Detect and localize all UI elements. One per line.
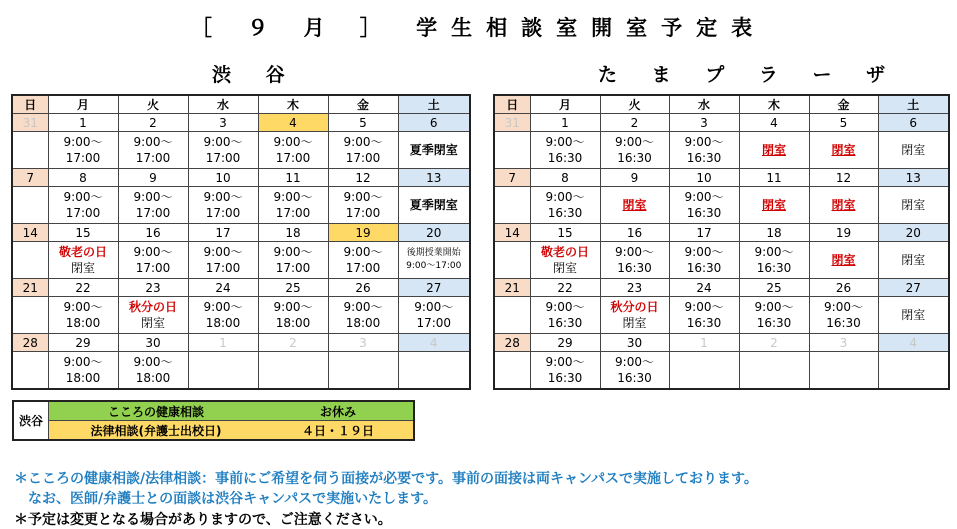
schedule-cell	[878, 297, 949, 334]
weekday-header: 水	[188, 95, 258, 114]
date-cell: 3	[809, 334, 878, 352]
schedule-cell	[188, 352, 258, 390]
schedule-cell	[530, 352, 600, 390]
date-cell: 27	[878, 279, 949, 297]
schedule-cell	[328, 132, 398, 169]
schedule-cell	[258, 352, 328, 390]
date-cell: 14	[494, 224, 530, 242]
schedule-text: 9:00～	[545, 190, 585, 204]
schedule-text: 9:00～	[545, 135, 585, 149]
date-cell: 3	[188, 114, 258, 132]
schedule-cell	[494, 242, 530, 279]
date-cell: 24	[188, 279, 258, 297]
date-cell: 15	[48, 224, 118, 242]
schedule-cell	[48, 352, 118, 390]
schedule-cell	[530, 242, 600, 279]
schedule-cell	[494, 297, 530, 334]
date-cell: 21	[12, 279, 48, 297]
closed-label: 閉室	[70, 261, 95, 275]
schedule-text: 9:00～	[615, 135, 654, 149]
date-cell: 17	[669, 224, 739, 242]
holiday-name: 秋分の日	[128, 300, 177, 314]
schedule-text: 18:00	[345, 316, 381, 330]
date-cell: 31	[12, 114, 48, 132]
date-cell: 2	[600, 114, 669, 132]
schedule-text: 閉室	[831, 198, 856, 212]
weekday-header: 月	[48, 95, 118, 114]
schedule-text: 16:30	[547, 206, 583, 220]
schedule-cell	[118, 352, 188, 390]
date-cell: 13	[878, 169, 949, 187]
schedule-cell	[48, 242, 118, 279]
schedule-cell	[188, 242, 258, 279]
date-cell: 25	[258, 279, 328, 297]
schedule-text: 16:30	[547, 371, 583, 385]
schedule-text: 9:00～	[684, 135, 724, 149]
date-cell: 19	[328, 224, 398, 242]
schedule-cell	[494, 352, 530, 390]
date-cell: 5	[328, 114, 398, 132]
campus-title-shibuya: 渋 谷	[212, 64, 299, 86]
legend-mental-health-name: こころの健康相談	[107, 404, 204, 419]
date-cell: 17	[188, 224, 258, 242]
schedule-text: 閉室	[901, 143, 926, 157]
date-cell: 3	[328, 334, 398, 352]
schedule-text: 18:00	[135, 371, 171, 385]
schedule-cell	[12, 187, 48, 224]
schedule-text: 9:00～	[824, 300, 863, 314]
date-cell: 29	[530, 334, 600, 352]
schedule-cell	[12, 242, 48, 279]
schedule-cell	[809, 242, 878, 279]
date-cell: 4	[258, 114, 328, 132]
schedule-cell	[739, 187, 809, 224]
schedule-cell	[48, 297, 118, 334]
schedule-cell	[600, 187, 669, 224]
schedule-text: 閉室	[901, 308, 926, 322]
schedule-cell	[258, 132, 328, 169]
schedule-cell	[739, 132, 809, 169]
schedule-text: 17:00	[135, 261, 171, 275]
weekday-header: 木	[739, 95, 809, 114]
date-cell: 20	[398, 224, 470, 242]
schedule-cell	[530, 132, 600, 169]
schedule-cell	[530, 187, 600, 224]
schedule-text: 16:30	[547, 316, 583, 330]
date-cell: 7	[12, 169, 48, 187]
schedule-text: 17:00	[345, 261, 381, 275]
schedule-text: 9:00～	[343, 300, 383, 314]
date-cell: 28	[12, 334, 48, 352]
date-cell: 4	[398, 334, 470, 352]
date-cell: 27	[398, 279, 470, 297]
schedule-text: 16:30	[617, 151, 652, 165]
schedule-text: 18:00	[65, 316, 101, 330]
schedule-text: 9:00～	[414, 300, 454, 314]
schedule-text: 夏季閉室	[409, 143, 458, 157]
schedule-cell	[328, 187, 398, 224]
schedule-cell	[739, 352, 809, 390]
schedule-cell	[258, 297, 328, 334]
schedule-cell	[494, 132, 530, 169]
schedule-cell	[12, 132, 48, 169]
schedule-text: 9:00～	[203, 245, 243, 259]
schedule-text: 9:00～	[133, 135, 173, 149]
schedule-cell	[600, 132, 669, 169]
date-cell: 23	[600, 279, 669, 297]
schedule-text: 17:00	[345, 151, 381, 165]
schedule-text: 16:30	[617, 261, 652, 275]
weekday-header: 土	[878, 95, 949, 114]
schedule-cell	[118, 242, 188, 279]
date-cell: 1	[530, 114, 600, 132]
date-cell: 16	[118, 224, 188, 242]
schedule-text: 9:00～	[684, 190, 724, 204]
date-cell: 3	[669, 114, 739, 132]
date-cell: 10	[669, 169, 739, 187]
schedule-text: 9:00～	[545, 300, 585, 314]
schedule-text: 9:00～	[273, 190, 313, 204]
schedule-text: 9:00～	[343, 190, 383, 204]
schedule-text: 9:00～	[754, 300, 794, 314]
schedule-cell	[669, 352, 739, 390]
weekday-header: 日	[12, 95, 48, 114]
date-cell: 26	[328, 279, 398, 297]
date-cell: 11	[739, 169, 809, 187]
closed-label: 閉室	[552, 261, 577, 275]
schedule-cell	[48, 132, 118, 169]
schedule-text: 9:00～	[203, 135, 243, 149]
schedule-text: 16:30	[826, 316, 861, 330]
schedule-text: 18:00	[65, 371, 101, 385]
schedule-cell	[188, 187, 258, 224]
date-cell: 14	[12, 224, 48, 242]
schedule-cell	[398, 242, 470, 279]
date-cell: 15	[530, 224, 600, 242]
closed-label: 閉室	[622, 316, 647, 330]
campus-title-tamaplaza: た ま プ ラ ー ザ	[598, 64, 900, 86]
date-cell: 21	[494, 279, 530, 297]
calendar-tamaplaza	[493, 94, 950, 390]
date-cell: 22	[48, 279, 118, 297]
date-cell: 7	[494, 169, 530, 187]
date-cell: 11	[258, 169, 328, 187]
calendar-shibuya	[11, 94, 471, 390]
weekday-header: 火	[600, 95, 669, 114]
holiday-name: 敬老の日	[58, 245, 107, 259]
date-cell: 1	[48, 114, 118, 132]
schedule-cell	[118, 297, 188, 334]
schedule-text: 閉室	[901, 253, 926, 267]
date-cell: 8	[48, 169, 118, 187]
date-cell: 24	[669, 279, 739, 297]
schedule-text: 17:00	[135, 151, 171, 165]
schedule-cell	[118, 187, 188, 224]
schedule-text: 16:30	[756, 316, 792, 330]
schedule-text: 夏季閉室	[409, 198, 458, 212]
date-cell: 9	[600, 169, 669, 187]
schedule-text: 17:00	[275, 151, 311, 165]
date-cell: 29	[48, 334, 118, 352]
schedule-text: 9:00～	[63, 355, 103, 369]
schedule-cell	[669, 297, 739, 334]
schedule-cell	[118, 132, 188, 169]
schedule-text: 9:00～	[754, 245, 794, 259]
schedule-text: 9:00～	[203, 300, 243, 314]
page-title: ［ ９ 月 ］ 学生相談室開室予定表	[190, 16, 767, 40]
schedule-cell	[809, 187, 878, 224]
schedule-cell	[878, 352, 949, 390]
date-cell: 16	[600, 224, 669, 242]
holiday-name: 敬老の日	[540, 245, 589, 259]
note-schedule-change: ＊予定は変更となる場合がありますので、ご注意ください。	[14, 512, 392, 528]
legend-legal-name: 法律相談(弁護士出校日)	[90, 423, 222, 438]
schedule-text: 16:30	[756, 261, 792, 275]
legend-row-legal	[49, 421, 415, 441]
schedule-cell	[739, 242, 809, 279]
schedule-cell	[809, 297, 878, 334]
schedule-cell	[48, 187, 118, 224]
schedule-text: 17:00	[345, 206, 381, 220]
date-cell: 22	[530, 279, 600, 297]
schedule-cell	[328, 352, 398, 390]
date-cell: 20	[878, 224, 949, 242]
schedule-cell	[188, 132, 258, 169]
schedule-text: 17:00	[135, 206, 171, 220]
schedule-cell	[12, 297, 48, 334]
schedule-text: 16:30	[686, 316, 722, 330]
legend-legal-value: ４日・１９日	[301, 423, 374, 438]
schedule-cell	[12, 352, 48, 390]
weekday-header: 金	[809, 95, 878, 114]
schedule-text: 9:00～	[63, 190, 103, 204]
schedule-text: 9:00～	[273, 300, 313, 314]
schedule-cell	[258, 187, 328, 224]
closed-label: 閉室	[140, 316, 165, 330]
date-cell: 1	[188, 334, 258, 352]
date-cell: 23	[118, 279, 188, 297]
date-cell: 31	[494, 114, 530, 132]
schedule-text: 9:00～	[273, 135, 313, 149]
schedule-text: 9:00～	[133, 190, 173, 204]
schedule-cell	[188, 297, 258, 334]
date-cell: 19	[809, 224, 878, 242]
schedule-text: 9:00～	[684, 245, 724, 259]
schedule-text: 閉室	[831, 143, 856, 157]
schedule-text: 閉室	[761, 143, 786, 157]
date-cell: 8	[530, 169, 600, 187]
schedule-cell	[328, 242, 398, 279]
schedule-text: 9:00～	[63, 300, 103, 314]
schedule-text: 17:00	[65, 151, 101, 165]
date-cell: 10	[188, 169, 258, 187]
date-cell: 12	[809, 169, 878, 187]
date-cell: 9	[118, 169, 188, 187]
schedule-text: 閉室	[761, 198, 786, 212]
schedule-text: 9:00～	[343, 135, 383, 149]
schedule-cell	[398, 132, 470, 169]
weekday-header: 木	[258, 95, 328, 114]
schedule-cell	[809, 352, 878, 390]
schedule-text: 9:00～	[545, 355, 585, 369]
date-cell: 25	[739, 279, 809, 297]
weekday-header: 金	[328, 95, 398, 114]
schedule-text: 17:00	[275, 261, 311, 275]
consultation-legend	[12, 400, 415, 441]
date-cell: 4	[878, 334, 949, 352]
legend-row-mental-health	[49, 401, 415, 421]
schedule-text: 17:00	[205, 151, 241, 165]
schedule-cell	[398, 297, 470, 334]
date-cell: 6	[398, 114, 470, 132]
date-cell: 2	[258, 334, 328, 352]
date-cell: 4	[739, 114, 809, 132]
schedule-text: 9:00～	[203, 190, 243, 204]
schedule-cell	[600, 352, 669, 390]
schedule-text: 17:00	[416, 316, 452, 330]
schedule-cell	[878, 132, 949, 169]
schedule-text: 16:30	[617, 371, 652, 385]
schedule-text: 9:00～	[615, 355, 654, 369]
schedule-cell	[669, 132, 739, 169]
schedule-text: 16:30	[686, 151, 722, 165]
schedule-cell	[398, 187, 470, 224]
schedule-text: 17:00	[205, 206, 241, 220]
legend-campus-label: 渋谷	[13, 401, 49, 440]
date-cell: 18	[258, 224, 328, 242]
schedule-cell	[600, 242, 669, 279]
schedule-cell	[530, 297, 600, 334]
date-cell: 12	[328, 169, 398, 187]
holiday-name: 秋分の日	[610, 300, 659, 314]
date-cell: 28	[494, 334, 530, 352]
schedule-text: 9:00～	[615, 245, 654, 259]
schedule-text: 閉室	[622, 198, 647, 212]
schedule-cell	[809, 132, 878, 169]
schedule-text: 9:00～	[133, 245, 173, 259]
schedule-text: 18:00	[275, 316, 311, 330]
note-consultation-location: なお、医師/弁護士との面談は渋谷キャンパスで実施いたします。	[14, 491, 438, 507]
schedule-text: 9:00～	[684, 300, 724, 314]
schedule-text: 閉室	[831, 253, 856, 267]
date-cell: 30	[118, 334, 188, 352]
date-cell: 5	[809, 114, 878, 132]
schedule-cell	[398, 352, 470, 390]
schedule-text: 9:00～	[343, 245, 383, 259]
schedule-text: 17:00	[275, 206, 311, 220]
schedule-cell	[328, 297, 398, 334]
weekday-header: 日	[494, 95, 530, 114]
weekday-header: 水	[669, 95, 739, 114]
schedule-text: 16:30	[547, 151, 583, 165]
schedule-text: 17:00	[65, 206, 101, 220]
schedule-text: 16:30	[686, 206, 722, 220]
schedule-cell	[669, 242, 739, 279]
legend-mental-health-value: お休み	[319, 404, 356, 419]
schedule-cell	[739, 297, 809, 334]
date-cell: 30	[600, 334, 669, 352]
date-cell: 26	[809, 279, 878, 297]
schedule-text: 9:00～17:00	[406, 261, 462, 271]
date-cell: 2	[739, 334, 809, 352]
date-cell: 1	[669, 334, 739, 352]
schedule-text: 9:00～	[63, 135, 103, 149]
weekday-header: 火	[118, 95, 188, 114]
schedule-cell	[878, 242, 949, 279]
note-consultation: ＊こころの健康相談/法律相談：事前にご希望を伺う面接が必要です。事前の面接は両キャンパスで実施しております。	[14, 471, 758, 487]
schedule-cell	[600, 297, 669, 334]
schedule-text: 閉室	[901, 198, 926, 212]
date-cell: 13	[398, 169, 470, 187]
weekday-header: 月	[530, 95, 600, 114]
schedule-text: 後期授業開始	[406, 248, 461, 258]
schedule-cell	[669, 187, 739, 224]
weekday-header: 土	[398, 95, 470, 114]
schedule-text: 16:30	[686, 261, 722, 275]
date-cell: 18	[739, 224, 809, 242]
schedule-text: 18:00	[205, 316, 241, 330]
schedule-cell	[494, 187, 530, 224]
schedule-text: 17:00	[205, 261, 241, 275]
date-cell: 2	[118, 114, 188, 132]
schedule-cell	[258, 242, 328, 279]
schedule-text: 9:00～	[133, 355, 173, 369]
schedule-text: 9:00～	[273, 245, 313, 259]
date-cell: 6	[878, 114, 949, 132]
schedule-cell	[878, 187, 949, 224]
